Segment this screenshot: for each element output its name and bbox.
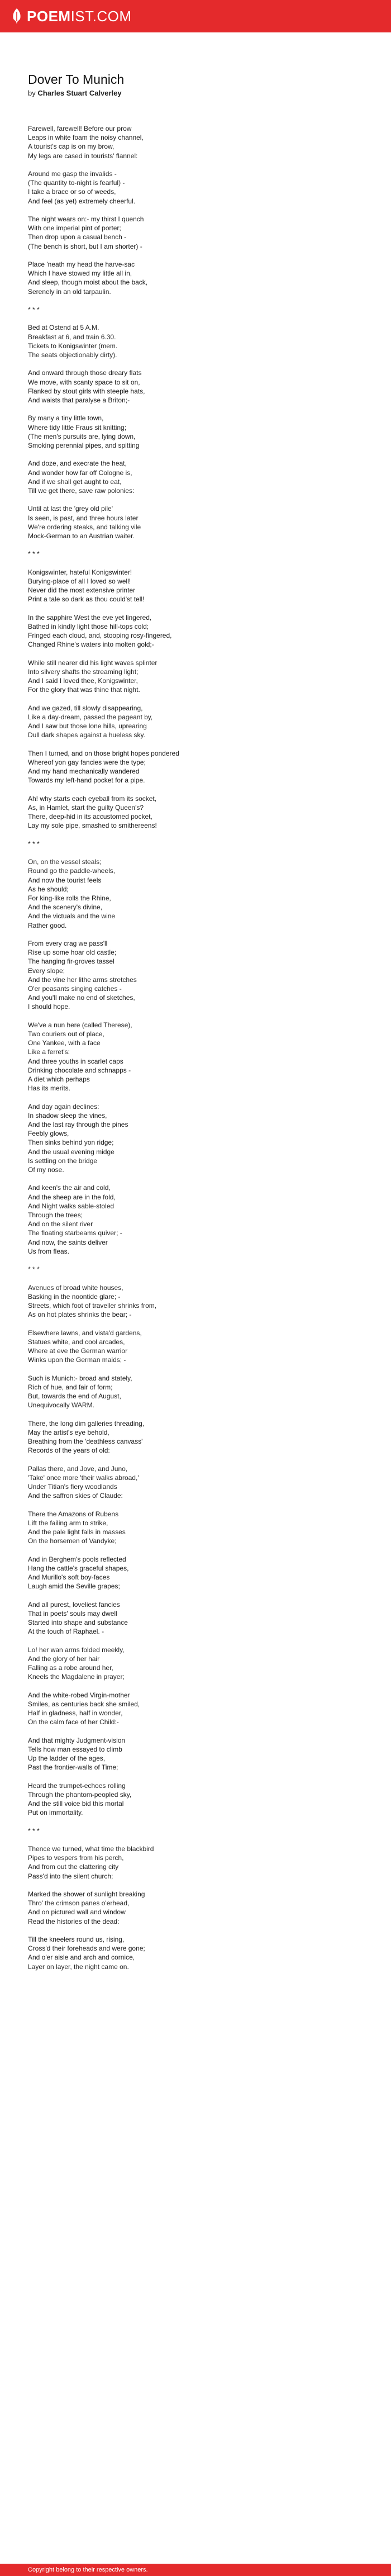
poem-line: Such is Munich:- broad and stately, [28, 1374, 132, 1382]
poem-line: Into silvery shafts the streaming light; [28, 667, 139, 676]
section-separator [28, 1265, 363, 1274]
poem-line: Like a day-dream, passed the pageant by, [28, 713, 153, 721]
poem-line: Leaps in white foam the noisy channel, [28, 134, 144, 142]
poem-line: Changed Rhine's waters into molten gold;- [28, 641, 154, 649]
poem-line: Where at eve the German warrior [28, 1347, 128, 1355]
poem-line: The night wears on:- my thirst I quench [28, 215, 144, 223]
footer-bar [0, 2564, 391, 2576]
poem-line: And now, the saints deliver [28, 1238, 108, 1246]
poem-body [28, 124, 363, 1971]
poem-line: Elsewhere lawns, and vista'd gardens, [28, 1329, 142, 1337]
poem-line: Lo! her wan arms folded meekly, [28, 1645, 125, 1654]
poem-line: Past the frontier-walls of Time; [28, 1763, 118, 1772]
poem-line: Every slope; [28, 966, 65, 975]
poem-line: And the usual evening midge [28, 1147, 115, 1156]
poem-line: Where tidy little Fraus sit knitting; [28, 423, 127, 431]
stanza [28, 1329, 363, 1365]
poem-line: Serenely in an old tarpaulin. [28, 287, 111, 296]
poem-line: (The men's pursuits are, lying down, [28, 432, 136, 440]
poem-line: And all purest, loveliest fancies [28, 1600, 120, 1609]
poem-line: Smiles, as centuries back she smiled, [28, 1700, 140, 1708]
poem-line: Records of the years of old: [28, 1446, 110, 1455]
stanza [28, 1645, 363, 1682]
stanza [28, 414, 363, 450]
poem-line: * * * [28, 550, 40, 558]
poem-line: Up the ladder of the ages, [28, 1754, 106, 1763]
logo-text-bold: POEM [27, 7, 71, 25]
poem-line: As he should; [28, 885, 69, 893]
poem-line: For the glory that was thine that night. [28, 686, 140, 694]
poem-line: And waists that paralyse a Briton;- [28, 396, 130, 404]
poem-line: Avenues of broad white houses, [28, 1283, 123, 1292]
section-separator [28, 1827, 363, 1835]
poem-line: And the sheep are in the fold, [28, 1193, 116, 1201]
poem-line: There the Amazons of Rubens [28, 1510, 119, 1518]
poem-line: Farewell, farewell! Before our prow [28, 125, 132, 132]
poem-line: And feel (as yet) extremely cheerful. [28, 197, 136, 205]
poem-line: Has its merits. [28, 1084, 71, 1093]
poem-line: Us from fleas. [28, 1247, 70, 1255]
poem-line: And on pictured wall and window [28, 1908, 126, 1916]
stanza [28, 504, 363, 540]
stanza [28, 1283, 363, 1320]
poem-line: And we gazed, till slowly disappearing, [28, 704, 143, 712]
poem-line: Until at last the 'grey old pile' [28, 505, 113, 513]
poem-line: As on hot plates shrinks the bear; - [28, 1311, 132, 1319]
poem-line: And you'll make no end of sketches, [28, 994, 135, 1002]
poem-line: Kneels the Magdalene in prayer; [28, 1673, 125, 1681]
poem-line: And the still voice bid this mortal [28, 1800, 124, 1808]
poem-line: Read the histories of the dead: [28, 1917, 120, 1925]
poem-line: * * * [28, 306, 40, 314]
poem-line: From every crag we pass'll [28, 939, 108, 947]
poem-line: Two couriers out of place, [28, 1030, 104, 1038]
poem-line: And wonder how far off Cologne is, [28, 468, 132, 477]
byline-prefix: by [28, 89, 36, 97]
main-content [28, 72, 363, 1980]
poem-line: Basking in the noontide glare; - [28, 1292, 121, 1301]
poem-line: Fringed each cloud, and, stooping rosy-fingered, [28, 632, 172, 640]
poem-line: (The bench is short, but I am shorter) - [28, 242, 142, 250]
poem-line: The floating starbeams quiver; - [28, 1229, 122, 1237]
poem-line: (The quantity to-night is fearful) - [28, 179, 125, 187]
poem-line: Thro' the crimson panes o'erhead, [28, 1899, 130, 1908]
poem-line: Whereof yon gay fancies were the type; [28, 758, 146, 766]
poem-line: And o'er aisle and arch and cornice, [28, 1953, 135, 1962]
poem-line: I take a brace or so of weeds, [28, 188, 116, 196]
stanza [28, 1935, 363, 1971]
poem-line: On the calm face of her Child:- [28, 1718, 119, 1726]
poem-line: And the victuals and the wine [28, 912, 116, 921]
poem-line: And three youths in scarlet caps [28, 1057, 123, 1065]
poem-line: As, in Hamlet, start the guilty Queen's? [28, 803, 144, 812]
poem-line: Cross'd their foreheads and were gone; [28, 1944, 145, 1953]
poem-line: The hanging fir-groves tassel [28, 957, 115, 966]
stanza [28, 1691, 363, 1727]
poem-line: I should hope. [28, 1003, 70, 1011]
poem-line: A tourist's cap is on my brow, [28, 143, 115, 151]
poem-line: Through the trees; [28, 1211, 83, 1220]
poem-line: The seats objectionably dirty). [28, 351, 117, 359]
stanza [28, 794, 363, 831]
section-separator [28, 549, 363, 558]
poem-line: 'Take' once more 'their walks abroad,' [28, 1473, 139, 1482]
poem-line: And in Berghem's pools reflected [28, 1555, 126, 1563]
poem-line: Is settling on the bridge [28, 1156, 98, 1165]
poem-line: Streets, which foot of traveller shrinks from, [28, 1302, 157, 1310]
stanza [28, 1021, 363, 1093]
poem-line: Till we get there, save raw polonies: [28, 487, 135, 495]
stanza [28, 368, 363, 405]
stanza [28, 704, 363, 740]
poem-line: And the saffron skies of Claude: [28, 1492, 123, 1500]
poem-line: And sleep, though moist about the back, [28, 278, 148, 287]
poem-line: * * * [28, 1827, 40, 1835]
poem-line: Pipes to vespers from his perch, [28, 1854, 124, 1862]
poem-line: And the vine her lithe arms stretches [28, 975, 137, 984]
poem-line: Pallas there, and Jove, and Juno, [28, 1464, 128, 1473]
poem-line: Through the phantom-peopled sky, [28, 1790, 132, 1799]
poem-line: Round go the paddle-wheels, [28, 867, 116, 875]
poem-line: And I said I loved thee, Konigswinter, [28, 677, 138, 685]
stanza [28, 169, 363, 206]
stanza [28, 658, 363, 695]
poem-line: And now the tourist feels [28, 876, 102, 884]
poem-line: Started into shape and substance [28, 1619, 128, 1627]
stanza [28, 459, 363, 495]
poem-line: And onward through those dreary flats [28, 369, 142, 377]
poem-line: A diet which perhaps [28, 1075, 90, 1084]
poem-line: Till the kneelers round us, rising, [28, 1935, 125, 1944]
stanza [28, 1600, 363, 1636]
poem-line: By many a tiny little town, [28, 414, 104, 423]
poem-line: We move, with scanty space to sit on, [28, 378, 140, 386]
stanza [28, 215, 363, 251]
poem-line: Rich of hue, and fair of form; [28, 1383, 113, 1391]
top-bar [0, 0, 391, 32]
poem-line: Is seen, is past, and three hours later [28, 514, 139, 522]
poem-line: Then drop upon a casual bench - [28, 233, 127, 241]
poem-line: Layer on layer, the night came on. [28, 1962, 129, 1971]
poem-line: Never did the most extensive printer [28, 586, 136, 595]
poem-line: We've a nun here (called Therese), [28, 1021, 132, 1029]
poem-line: Around me gasp the invalids - [28, 170, 117, 178]
poem-line: On the horsemen of Vandyke; [28, 1537, 117, 1545]
byline [28, 88, 363, 98]
poem-line: Unequivocally WARM. [28, 1401, 94, 1410]
poem-line: And that mighty Judgment-vision [28, 1736, 126, 1744]
poem-line: Flanked by stout girls with steeple hats, [28, 387, 145, 395]
poem-line: Half in gladness, half in wonder, [28, 1709, 123, 1718]
poem-line: And on the silent river [28, 1220, 93, 1228]
poem-line: * * * [28, 839, 40, 848]
poem-line: On, on the vessel steals; [28, 858, 102, 866]
poem-line: Of my nose. [28, 1166, 64, 1174]
poem-line: Hang the cattle's graceful shapes, [28, 1564, 129, 1572]
poem-line: Konigswinter, hateful Konigswinter! [28, 568, 132, 576]
poem-line: And the glory of her hair [28, 1654, 100, 1663]
poem-line: Rise up some hoar old castle; [28, 948, 117, 957]
stanza [28, 749, 363, 785]
poem-line: There, deep-hid in its accustomed pocket, [28, 813, 152, 821]
stanza [28, 1102, 363, 1175]
poem-line: At the touch of Raphael. - [28, 1628, 104, 1636]
poem-line: Feebly glows, [28, 1130, 69, 1138]
poem-line: Lift the failing arm to strike, [28, 1519, 108, 1527]
poem-line: Smoking perennial pipes, and spitting [28, 442, 140, 449]
section-separator [28, 305, 363, 314]
poem-line: Tells how man essayed to climb [28, 1745, 122, 1753]
site-logo[interactable] [10, 7, 132, 25]
poem-line: Dull dark shapes against a hueless sky. [28, 731, 145, 739]
poem-line: Marked the shower of sunlight breaking [28, 1890, 145, 1899]
poem-line: And I saw but those lone hills, uprearing [28, 722, 147, 730]
stanza [28, 1419, 363, 1455]
poem-line: Mock-German to an Austrian waiter. [28, 532, 135, 540]
stanza [28, 1510, 363, 1546]
copyright-notice: Copyright belong to their respective owners. [28, 2566, 148, 2573]
poem-line: With one imperial pint of porter; [28, 224, 121, 233]
stanza [28, 1555, 363, 1591]
poem-line: In shadow sleep the vines, [28, 1111, 107, 1119]
stanza [28, 323, 363, 359]
poem-line: Put on immortality. [28, 1809, 83, 1817]
stanza [28, 1844, 363, 1881]
poem-line: Towards my left-hand pocket for a pipe. [28, 776, 145, 785]
poem-line: And my hand mechanically wandered [28, 767, 140, 776]
stanza [28, 1374, 363, 1410]
section-separator [28, 839, 363, 848]
poem-line: Breakfast at 6, and train 6.30. [28, 333, 116, 341]
poem-line: And Night walks sable-stoled [28, 1202, 115, 1210]
poem-line: Drinking chocolate and schnapps - [28, 1066, 131, 1074]
poem-line: And the last ray through the pines [28, 1121, 128, 1129]
poem-line: Rather good. [28, 921, 67, 929]
poem-line: Then sinks behind yon ridge; [28, 1138, 114, 1147]
poem-line: My legs are cased in tourists' flannel: [28, 151, 138, 160]
poem-line: And the scenery's divine, [28, 903, 103, 912]
poem-line: Pass'd into the silent church; [28, 1872, 113, 1880]
poem-line: Print a tale so dark as thou could'st tell! [28, 595, 145, 604]
poem-line: May the artist's eye behold, [28, 1428, 109, 1436]
stanza [28, 124, 363, 160]
poem-line: Under Titian's fiery woodlands [28, 1483, 117, 1491]
poem-line: And keen's the air and cold, [28, 1184, 111, 1192]
poem-line: Burying-place of all I loved so well! [28, 577, 131, 585]
poem-line: Which I have stowed my little all in, [28, 269, 132, 278]
poem-line: While still nearer did his light waves splinter [28, 658, 158, 667]
poem-line: Laugh amid the Seville grapes; [28, 1582, 120, 1591]
poem-line: Heard the trumpet-echoes rolling [28, 1781, 126, 1790]
poem-line: And if we shall get aught to eat, [28, 477, 122, 486]
poem-line: And day again declines: [28, 1102, 99, 1111]
poem-line: That in poets' souls may dwell [28, 1609, 117, 1617]
poem-line: For king-like rolls the Rhine, [28, 894, 111, 902]
poem-line: O'er peasants singing catches - [28, 985, 122, 993]
poem-line: Statues white, and cool arcades, [28, 1337, 125, 1346]
poem-line: Like a ferret's: [28, 1048, 70, 1056]
poem-line: And from out the clattering city [28, 1863, 119, 1871]
poem-line: And the white-robed Virgin-mother [28, 1691, 130, 1699]
poem-line: Thence we turned, what time the blackbird [28, 1845, 154, 1853]
stanza [28, 1464, 363, 1501]
poem-line: Bathed in kindly light those hill-tops cold; [28, 622, 149, 630]
author-link[interactable]: Charles Stuart Calverley [37, 89, 122, 97]
stanza [28, 260, 363, 296]
poem-line: Lay my sole pipe, smashed to smithereens! [28, 822, 157, 830]
logo-text-light: IST.COM [70, 7, 132, 25]
poem-line: We're ordering steaks, and talking vile [28, 523, 141, 531]
poem-line: Then I turned, and on those bright hopes pondered [28, 749, 179, 757]
poem-line: And Murillo's soft boy-faces [28, 1573, 110, 1582]
stanza [28, 613, 363, 649]
stanza [28, 568, 363, 604]
poem-line: Falling as a robe around her, [28, 1664, 113, 1672]
poem-title: Dover To Munich [28, 72, 125, 87]
stanza [28, 1781, 363, 1818]
poem-line: Tickets to Konigswinter (mem. [28, 341, 118, 350]
stanza [28, 857, 363, 930]
poem-line: There, the long dim galleries threading, [28, 1419, 145, 1427]
stanza [28, 1890, 363, 1926]
poem-line: One Yankee, with a face [28, 1039, 101, 1047]
poem-line: Winks upon the German maids; - [28, 1356, 126, 1364]
poem-line: In the sapphire West the eve yet lingered, [28, 613, 152, 622]
poem-line: Place 'neath my head the harve-sac [28, 260, 135, 268]
poem-line: And the pale light falls in masses [28, 1528, 126, 1536]
stanza [28, 1736, 363, 1772]
poem-line: Bed at Ostend at 5 A.M. [28, 324, 99, 332]
poem-line: * * * [28, 1265, 40, 1274]
quill-icon [10, 8, 23, 25]
poem-line: Breathing from the 'deathless canvass' [28, 1438, 143, 1446]
poem-line: But, towards the end of August, [28, 1392, 121, 1401]
poem-line: And doze, and execrate the heat, [28, 459, 127, 468]
stanza [28, 1183, 363, 1256]
stanza [28, 939, 363, 1012]
poem-line: Ah! why starts each eyeball from its socket, [28, 794, 157, 803]
